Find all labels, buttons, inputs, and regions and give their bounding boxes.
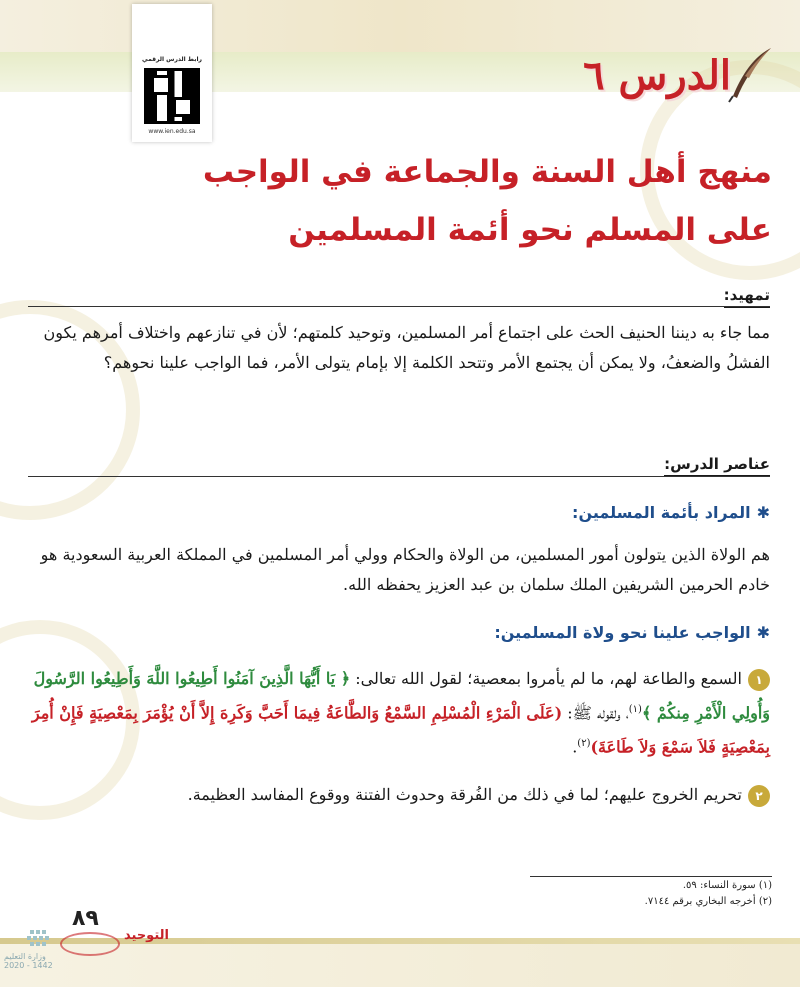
page-number-ornament <box>60 932 120 956</box>
intro-paragraph: مما جاء به ديننا الحنيف الحث على اجتماع أمر المسلمين، وتوحيد كلمتهم؛ لأن في تنازعهم واختلاف أمرهم يكون الفشلُ والضعفُ، ولا يمكن أن يجتمع الأمر وتتحد الكلمة إلا بإمام يتولى الأمر، فما الواجب علينا نحوهم؟ <box>43 323 770 372</box>
intro-divider <box>28 306 770 307</box>
star-icon: ✱ <box>756 503 770 522</box>
star-icon: ✱ <box>756 623 770 642</box>
point-1-end: . <box>572 737 578 757</box>
qr-label: رابط الدرس الرقمي <box>142 56 202 63</box>
subject-name: التوحيد <box>124 928 169 943</box>
quran-verse: ﴿ يَا أَيُّهَا الَّذِينَ آمَنُوا أَطِيعُوا اللَّهَ وَأَطِيعُوا الرَّسُولَ وَأُولِي الْأَمْرِ مِنكُمْ ﴾ <box>33 669 770 723</box>
duty-point-1 <box>28 663 770 763</box>
qr-code-icon[interactable] <box>144 68 200 124</box>
qr-url[interactable]: www.ien.edu.sa <box>148 128 196 135</box>
section-2-heading <box>494 623 770 642</box>
elements-heading: عناصر الدرس: <box>664 455 770 477</box>
ministry-label: وزارة التعليم <box>4 952 46 961</box>
section-1-heading-text: المراد بأئمة المسلمين: <box>572 503 751 522</box>
bottom-decorative-band <box>0 944 800 987</box>
ministry-year: 2020 - 1442 <box>4 961 53 970</box>
footnote-1: (١) سورة النساء: ٥٩. <box>682 880 772 891</box>
ministry-name <box>4 952 53 970</box>
intro-heading: تمهيد: <box>724 286 770 308</box>
footnote-divider <box>530 876 772 877</box>
point-2-text: تحريم الخروج عليهم؛ لما في ذلك من الفُرقة وحدوث الفتنة ووقوع المفاسد العظيمة. <box>187 785 742 804</box>
point-1-text-b: ، ولقوله ﷺ: <box>567 703 629 723</box>
footnote-2: (٢) أخرجه البخاري برقم ٧١٤٤. <box>644 896 772 907</box>
lesson-title-line-1: منهج أهل السنة والجماعة في الواجب <box>202 154 772 190</box>
section-2-heading-text: الواجب علينا نحو ولاة المسلمين: <box>494 623 751 642</box>
section-1-heading <box>572 503 770 522</box>
quill-pen-icon <box>725 46 775 104</box>
footnote-ref-2[interactable]: (٢) <box>577 738 591 750</box>
point-1-text-a: السمع والطاعة لهم، ما لم يأمروا بمعصية؛ لقول الله تعالى: <box>355 669 742 688</box>
lesson-number: الدرس ٦ <box>583 52 731 99</box>
page-number: ٨٩ <box>72 906 99 931</box>
top-decorative-band <box>0 0 800 52</box>
elements-divider <box>28 476 770 477</box>
lesson-badge <box>565 46 775 108</box>
footnote-ref-1[interactable]: (١) <box>628 704 642 715</box>
lesson-title-line-2: على المسلم نحو أئمة المسلمين <box>288 212 772 248</box>
digital-lesson-qr-card[interactable] <box>132 4 212 142</box>
number-badge: ١ <box>748 669 770 691</box>
number-badge: ٢ <box>748 785 770 807</box>
section-1-paragraph: هم الولاة الذين يتولون أمور المسلمين، من الولاة والحكام وولي أمر المسلمين في المملكة العربية السعودية هو خادم الحرمين الشريفين الملك سلمان بن عبد العزيز يحفظه الله. <box>40 545 770 594</box>
hadith-text: (عَلَى الْمَرْءِ الْمُسْلِمِ السَّمْعُ وَالطَّاعَةُ فِيمَا أَحَبَّ وَكَرِهَ إِلاَّ أَنْ يُؤْمَرَ بِمَعْصِيَةٍ فَإِنْ أُمِرَ بِمَعْصِيَةٍ فَلاَ سَمْعَ وَلاَ طَاعَةَ) <box>31 703 770 757</box>
duty-point-2 <box>28 779 770 810</box>
